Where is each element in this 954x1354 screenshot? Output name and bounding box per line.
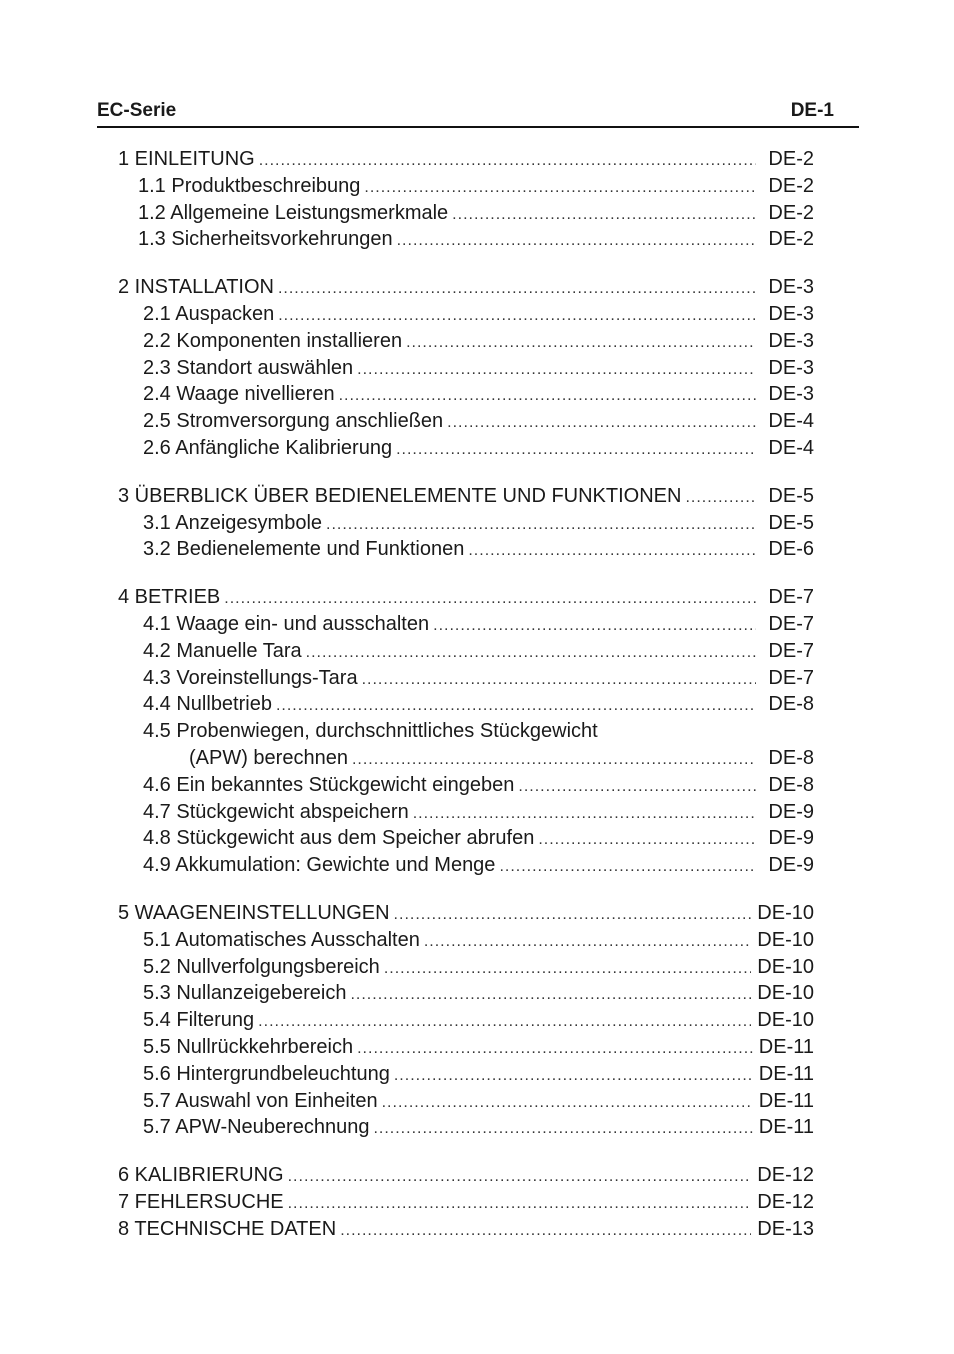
toc-entry[interactable] <box>118 301 814 328</box>
toc-entry[interactable] <box>118 852 814 879</box>
toc-entry-page: DE-11 <box>758 1116 814 1139</box>
toc-entry-title: 1 EINLEITUNG <box>118 148 255 170</box>
toc-entry-title: 6 KALIBRIERUNG <box>118 1164 284 1187</box>
toc-dot-leader <box>357 1036 753 1063</box>
toc-entry[interactable] <box>118 1088 814 1115</box>
toc-entry-page: DE-2 <box>768 228 814 251</box>
toc-section <box>118 146 814 253</box>
toc-entry[interactable] <box>118 691 814 718</box>
toc-entry-page: DE-10 <box>757 982 814 1005</box>
toc-entry[interactable] <box>118 355 814 382</box>
page-number: DE-1 <box>790 100 834 121</box>
toc-entry-page: DE-10 <box>757 955 814 978</box>
toc-entry[interactable] <box>118 1007 814 1034</box>
toc-entry-title: 5.3 Nullanzeigebereich <box>143 982 347 1005</box>
toc-entry-page: DE-11 <box>758 1062 814 1085</box>
toc-entry-page: DE-2 <box>768 148 814 170</box>
toc-entry-title: 7 FEHLERSUCHE <box>118 1190 284 1213</box>
toc-entry[interactable] <box>118 980 814 1007</box>
toc-entry-title: 2.4 Waage nivellieren <box>143 383 335 406</box>
toc-entry-title: 3 ÜBERBLICK ÜBER BEDIENELEMENTE UND FUNKTIONEN <box>118 484 682 507</box>
toc-dot-leader <box>352 747 756 774</box>
toc-entry-title: 2.2 Komponenten installieren <box>143 329 403 352</box>
toc-entry[interactable] <box>118 772 814 799</box>
toc-entry-page: DE-11 <box>758 1035 814 1058</box>
toc-dot-leader <box>394 1063 753 1090</box>
toc-entry-title: 4.6 Ein bekanntes Stückgewicht eingeben <box>143 773 515 796</box>
toc-entry-page: DE-8 <box>768 773 814 796</box>
toc-entry[interactable] <box>118 483 814 510</box>
toc-entry-title: 8 TECHNISCHE DATEN <box>118 1217 337 1240</box>
toc-entry[interactable] <box>118 1189 814 1216</box>
toc-dot-leader <box>382 1090 753 1117</box>
toc-entry[interactable] <box>118 611 814 638</box>
toc-entry[interactable] <box>118 1114 814 1141</box>
toc-entry-page: DE-7 <box>768 639 814 662</box>
toc-entry[interactable] <box>118 665 814 692</box>
toc-dot-leader <box>397 228 756 255</box>
toc-entry-title: 4.7 Stückgewicht abspeichern <box>143 800 409 823</box>
toc-section <box>118 274 814 462</box>
toc-dot-leader <box>276 693 756 720</box>
toc-entry-title: 5.5 Nullrückkehrbereich <box>143 1035 354 1058</box>
toc-entry-title: 4.5 Probenwiegen, durchschnittliches Stückgewicht <box>143 720 598 743</box>
toc-entry[interactable] <box>118 1162 814 1189</box>
toc-section <box>118 584 814 879</box>
toc-entry-page: DE-11 <box>758 1089 814 1112</box>
toc-section <box>118 483 814 563</box>
toc-entry[interactable] <box>118 825 814 852</box>
toc-dot-leader <box>468 538 756 565</box>
toc-entry-page: DE-8 <box>768 693 814 716</box>
toc-entry-title: 2.3 Standort auswählen <box>143 356 354 379</box>
toc-dot-leader <box>447 410 756 437</box>
toc-entry-page: DE-2 <box>768 174 814 197</box>
page-header <box>97 98 859 128</box>
toc-entry-page: DE-3 <box>768 383 814 406</box>
toc-entry[interactable] <box>118 226 814 253</box>
toc-dot-leader <box>350 982 751 1009</box>
toc-entry-title: 2.6 Anfängliche Kalibrierung <box>143 436 393 459</box>
toc-entry[interactable] <box>118 173 814 200</box>
toc-entry-title: 4.2 Manuelle Tara <box>143 639 302 662</box>
toc-entry-title: 5.2 Nullverfolgungsbereich <box>143 955 380 978</box>
toc-entry-page: DE-12 <box>757 1190 814 1213</box>
toc-dot-leader <box>538 827 756 854</box>
toc-dot-leader <box>278 303 756 330</box>
toc-dot-leader <box>288 1191 752 1218</box>
toc-entry[interactable] <box>118 638 814 665</box>
toc-entry[interactable] <box>118 274 814 301</box>
toc-dot-leader <box>259 148 756 175</box>
toc-entry[interactable] <box>118 381 814 408</box>
toc-entry-page: DE-10 <box>757 901 814 924</box>
toc-dot-leader <box>452 202 756 229</box>
toc-entry[interactable] <box>118 584 814 611</box>
toc-dot-leader <box>373 1116 752 1143</box>
toc-entry-title: 2 INSTALLATION <box>118 276 274 299</box>
toc-entry-title: 5.7 APW-Neuberechnung <box>143 1116 370 1139</box>
toc-entry[interactable] <box>118 200 814 227</box>
toc-entry-title: 2.5 Stromversorgung anschließen <box>143 410 444 433</box>
toc-section <box>118 1162 814 1242</box>
toc-dot-leader <box>362 667 756 694</box>
toc-entry-page: DE-5 <box>768 511 814 534</box>
toc-entry-title: 5.6 Hintergrundbeleuchtung <box>143 1062 390 1085</box>
toc-dot-leader <box>384 956 751 983</box>
toc-entry-title: (APW) berechnen <box>189 746 348 769</box>
toc-entry-page: DE-3 <box>768 356 814 379</box>
toc-entry-title: 5.4 Filterung <box>143 1009 255 1032</box>
toc-entry[interactable] <box>118 510 814 537</box>
toc-entry[interactable] <box>118 1216 814 1243</box>
toc-dot-leader <box>424 929 751 956</box>
toc-entry-title: 1.2 Allgemeine Leistungsmerkmale <box>138 201 449 224</box>
toc-entry-title: 4.3 Voreinstellungs-Tara <box>143 666 358 689</box>
toc-entry[interactable] <box>118 927 814 954</box>
toc-dot-leader <box>413 801 756 828</box>
toc-entry-page: DE-13 <box>757 1217 814 1240</box>
toc-dot-leader <box>433 613 756 640</box>
toc-dot-leader <box>396 437 756 464</box>
toc-entry-title: 4.1 Waage ein- und ausschalten <box>143 612 430 635</box>
toc-section <box>118 900 814 1141</box>
toc-entry-page: DE-12 <box>757 1164 814 1187</box>
toc-entry[interactable] <box>118 328 814 355</box>
toc-entry-page: DE-4 <box>768 436 814 459</box>
toc-entry-page: DE-4 <box>768 410 814 433</box>
toc-entry-page: DE-7 <box>768 586 814 609</box>
toc-entry-page: DE-2 <box>768 201 814 224</box>
toc-dot-leader <box>685 485 756 512</box>
toc-dot-leader <box>394 902 752 929</box>
toc-dot-leader <box>518 774 756 801</box>
toc-dot-leader <box>278 276 756 303</box>
toc-entry-page: DE-5 <box>768 484 814 507</box>
toc-entry[interactable] <box>118 435 814 462</box>
toc-dot-leader <box>357 357 756 384</box>
toc-entry-title: 3.1 Anzeigesymbole <box>143 511 323 534</box>
toc-entry-page: DE-7 <box>768 666 814 689</box>
toc-entry[interactable] <box>118 718 814 745</box>
toc-dot-leader <box>339 383 756 410</box>
toc-entry-title: 1.3 Sicherheitsvorkehrungen <box>138 228 393 251</box>
toc-entry-page: DE-6 <box>768 538 814 561</box>
toc-entry-page: DE-9 <box>768 800 814 823</box>
toc-entry[interactable] <box>118 408 814 435</box>
toc-entry-title: 5.1 Automatisches Ausschalten <box>143 928 420 951</box>
toc-dot-leader <box>340 1218 751 1245</box>
toc-entry-page: DE-8 <box>768 746 814 769</box>
toc-dot-leader <box>224 586 756 613</box>
toc-dot-leader <box>499 854 756 881</box>
toc-dot-leader <box>288 1164 752 1191</box>
toc-entry-title: 2.1 Auspacken <box>143 302 275 325</box>
toc-entry-page: DE-9 <box>768 854 814 877</box>
toc-dot-leader <box>364 175 756 202</box>
toc-entry[interactable] <box>118 1061 814 1088</box>
toc-entry[interactable] <box>118 536 814 563</box>
toc-entry-title: 5 WAAGENEINSTELLUNGEN <box>118 901 390 924</box>
document-series-title: EC-Serie <box>97 100 177 121</box>
toc-entry-title: 4.4 Nullbetrieb <box>143 693 272 716</box>
toc-entry[interactable] <box>118 799 814 826</box>
toc-dot-leader <box>406 330 756 357</box>
toc-entry-page: DE-10 <box>757 1009 814 1032</box>
toc-entry[interactable] <box>118 900 814 927</box>
toc-entry-page: DE-10 <box>757 928 814 951</box>
toc-entry-title: 4 BETRIEB <box>118 586 221 609</box>
toc-entry[interactable] <box>118 745 814 772</box>
toc-entry[interactable] <box>118 146 814 173</box>
toc-entry[interactable] <box>118 954 814 981</box>
toc-entry[interactable] <box>118 1034 814 1061</box>
toc-entry-title: 5.7 Auswahl von Einheiten <box>143 1089 378 1112</box>
toc-entry-page: DE-3 <box>768 302 814 325</box>
table-of-contents <box>118 146 814 1263</box>
toc-entry-page: DE-3 <box>768 329 814 352</box>
toc-dot-leader <box>326 512 756 539</box>
toc-entry-title: 1.1 Produktbeschreibung <box>138 174 361 197</box>
toc-dot-leader <box>306 640 756 667</box>
toc-entry-title: 3.2 Bedienelemente und Funktionen <box>143 538 465 561</box>
toc-dot-leader <box>258 1009 751 1036</box>
toc-entry-page: DE-9 <box>768 827 814 850</box>
toc-entry-title: 4.9 Akkumulation: Gewichte und Menge <box>143 854 496 877</box>
toc-entry-title: 4.8 Stückgewicht aus dem Speicher abrufen <box>143 827 535 850</box>
toc-entry-page: DE-3 <box>768 276 814 299</box>
toc-entry-page: DE-7 <box>768 612 814 635</box>
